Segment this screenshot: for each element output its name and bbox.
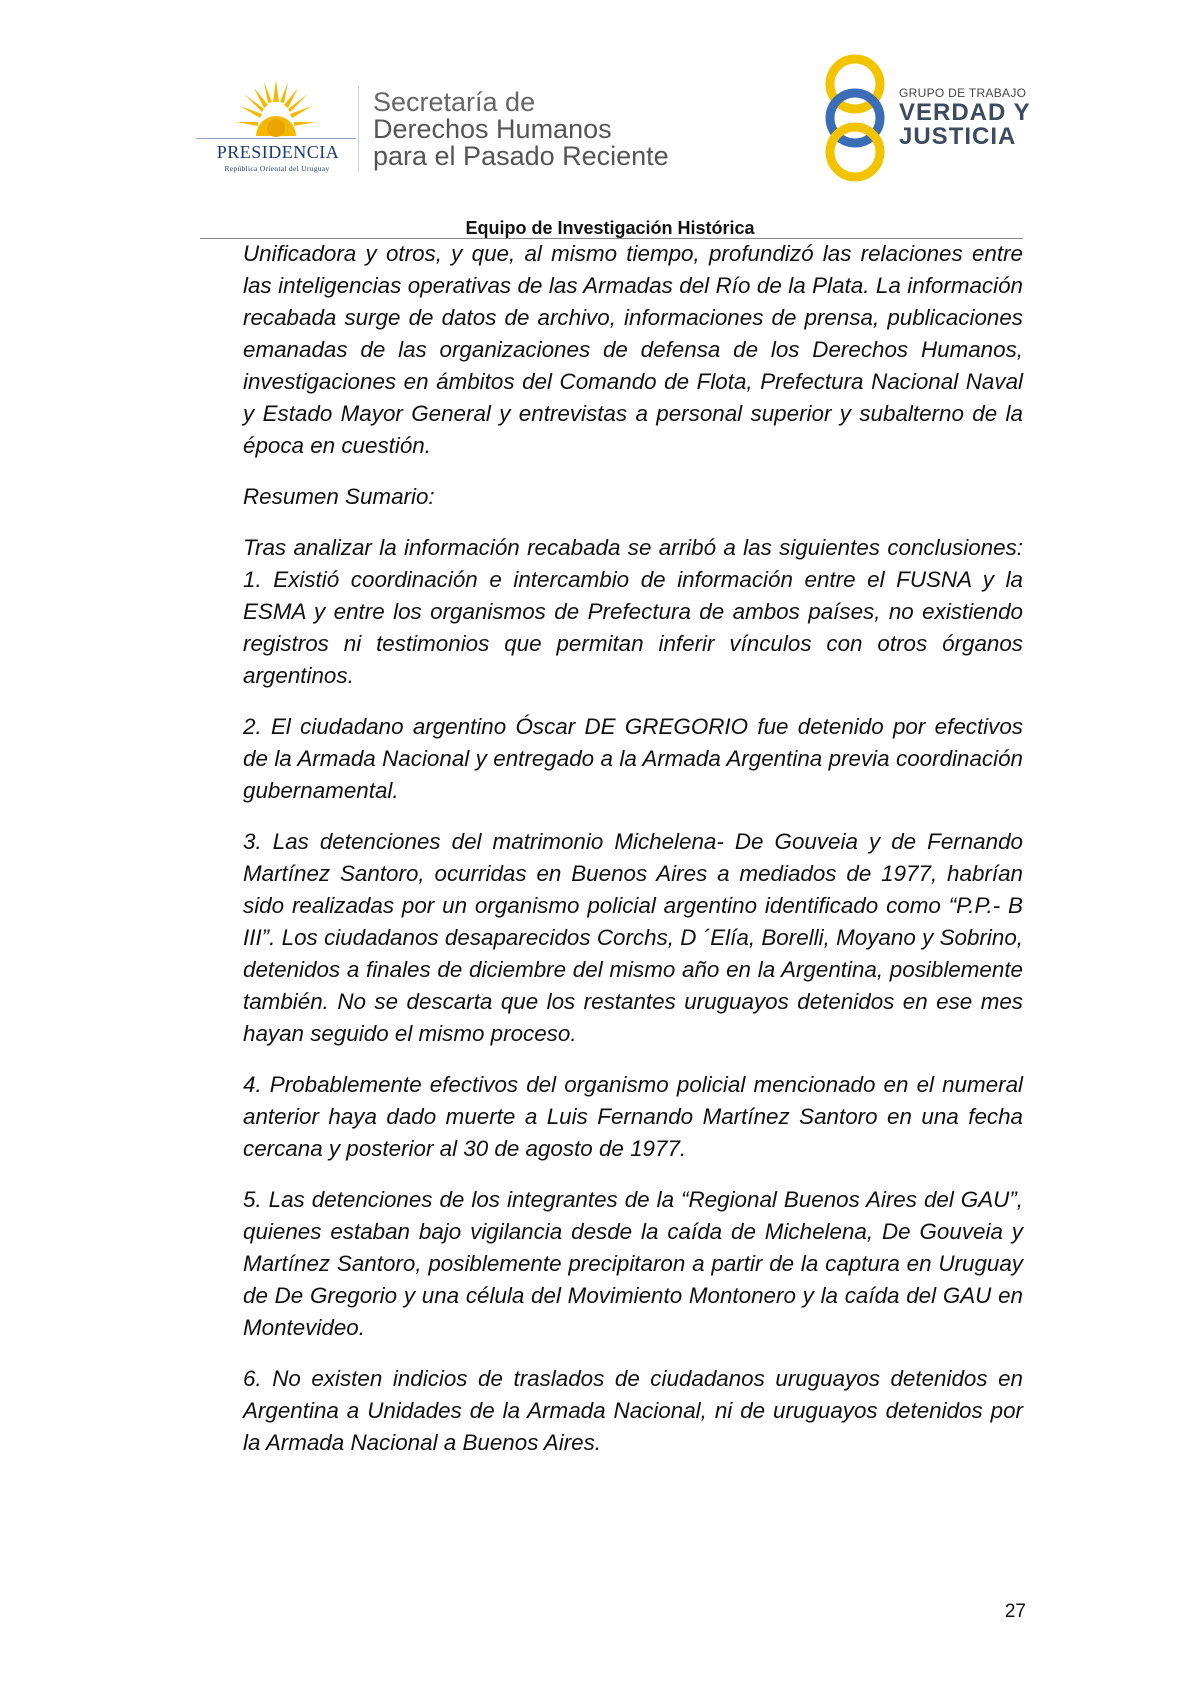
presidencia-subtitle: República Oriental del Uruguay: [224, 164, 330, 173]
presidencia-divider: [196, 138, 356, 139]
paragraph: 5. Las detenciones de los integrantes de la “Regional Buenos Aires del GAU”, quienes estaban bajo vigilancia desde la caída de Michelena, De Gouveia y Martínez Santoro, posiblemente precipitaron a partir de la captura en Uruguay de De Gregorio y una célula del Movimiento Montonero y la caída del GAU en Montevideo.: [243, 1187, 1023, 1340]
interlocked-rings-icon: [815, 54, 895, 182]
verdad-justicia-logo: [815, 54, 1031, 184]
verdad-y-label: VERDAD Y: [899, 99, 1031, 126]
grupo-trabajo-label: GRUPO DE TRABAJO: [899, 86, 1027, 100]
secretaria-logo-text: [373, 89, 669, 170]
paragraph: 6. No existen indicios de traslados de ciudadanos uruguayos detenidos en Argentina a Unidades de la Armada Nacional, ni de uruguayos detenidos por la Armada Nacional a Buenos Aires.: [243, 1366, 1023, 1455]
secretaria-line-3: para el Pasado Reciente: [373, 141, 669, 171]
secretaria-line-2: Derechos Humanos: [373, 114, 612, 144]
paragraph: 3. Las detenciones del matrimonio Michelena- De Gouveia y de Fernando Martínez Santoro, ocurridas en Buenos Aires a mediados de 1977, habrían sido realizadas por un organismo policial argentino identificado como “P.P.- B III”. Los ciudadanos desaparecidos Corchs, D ´Elía, Borelli, Moyano y Sobrino, detenidos a finales de diciembre del mismo año en la Argentina, posiblemente también. No se descarta que los restantes uruguayos detenidos en ese mes hayan seguido el mismo proceso.: [243, 829, 1023, 1046]
sun-emblem-icon: [236, 80, 316, 150]
justicia-label: JUSTICIA: [899, 123, 1017, 150]
paragraph: Unificadora y otros, y que, al mismo tiempo, profundizó las relaciones entre las inteligencias operativas de las Armadas del Río de la Plata. La información recabada surge de datos de archivo, informaciones de prensa, publicaciones emanadas de las organizaciones de defensa de los Derechos Humanos, investigaciones en ámbitos del Comando de Flota, Prefectura Nacional Naval y Estado Mayor General y entrevistas a personal superior y subalterno de la época en cuestión.: [243, 241, 1023, 458]
paragraph: 2. El ciudadano argentino Óscar DE GREGORIO fue detenido por efectivos de la Armada Nacional y entregado a la Armada Argentina previa coordinación gubernamental.: [243, 714, 1023, 803]
page-number: 27: [1004, 1601, 1026, 1622]
paragraph: Tras analizar la información recabada se arribó a las siguientes conclusiones: 1. Existió coordinación e intercambio de información entre el FUSNA y la ESMA y entre los organismos de Prefectura de ambos países, no existiendo registros ni testimonios que permitan inferir vínculos con otros órganos argentinos.: [243, 535, 1023, 688]
secretaria-line-1: Secretaría de: [373, 87, 536, 117]
logo-divider: [358, 86, 359, 172]
presidencia-name: PRESIDENCIA: [216, 142, 340, 162]
document-body: [243, 238, 1023, 1478]
section-heading: Resumen Sumario:: [243, 484, 435, 509]
presidencia-logo: [196, 80, 351, 180]
document-header-title: Equipo de Investigación Histórica: [465, 218, 755, 238]
paragraph: 4. Probablemente efectivos del organismo policial mencionado en el numeral anterior haya dado muerte a Luis Fernando Martínez Santoro en una fecha cercana y posterior al 30 de agosto de 1977.: [243, 1072, 1023, 1161]
